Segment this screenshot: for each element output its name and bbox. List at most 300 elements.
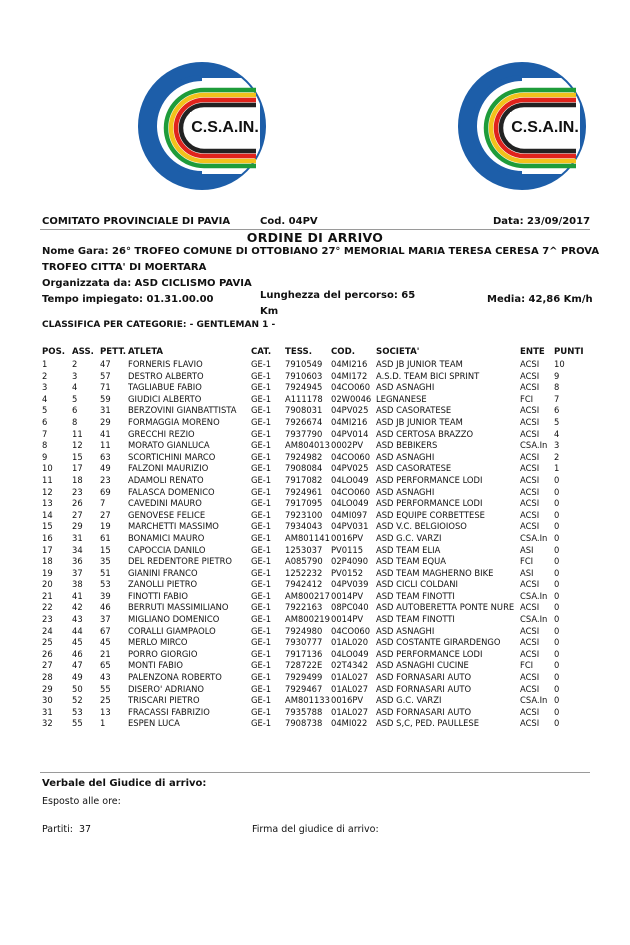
cell-tess: AM801133 xyxy=(285,695,330,706)
cell-points: 0 xyxy=(554,498,560,509)
cell-points: 0 xyxy=(554,660,560,671)
route-length: Lunghezza del percorso: 65 xyxy=(260,290,416,301)
cell-points: 8 xyxy=(554,382,560,393)
cell-cod: 0002PV xyxy=(331,440,364,451)
cell-ente: ACSI xyxy=(520,521,540,532)
cell-ente: ACSI xyxy=(520,625,540,636)
cell-points: 7 xyxy=(554,393,560,404)
date-label: Data: 23/09/2017 xyxy=(493,216,591,227)
cell-tess: 7923100 xyxy=(285,509,323,520)
cell-pos: 27 xyxy=(42,660,53,671)
cell-athlete: GRECCHI REZIO xyxy=(128,428,195,439)
table-body xyxy=(42,359,594,730)
table-row xyxy=(42,521,594,533)
cell-pos: 8 xyxy=(42,440,48,451)
cell-cat: GE-1 xyxy=(251,683,272,694)
cell-pos: 25 xyxy=(42,637,53,648)
cell-pett: 71 xyxy=(100,382,111,393)
cell-pett: 45 xyxy=(100,637,111,648)
committee-label: COMITATO PROVINCIALE DI PAVIA xyxy=(42,216,231,227)
cell-tess: 7924961 xyxy=(285,486,323,497)
cell-society: ASD ASNAGHI xyxy=(376,486,435,497)
cell-pett: 57 xyxy=(100,370,111,381)
col-points-header: PUNTI xyxy=(554,347,584,357)
results-table xyxy=(42,345,594,730)
cell-points: 0 xyxy=(554,695,560,706)
judge-title: Verbale del Giudice di arrivo: xyxy=(42,778,207,789)
col-tess-header: TESS. xyxy=(285,347,312,357)
cell-society: ASD PERFORMANCE LODI xyxy=(376,498,483,509)
cell-pett: 19 xyxy=(100,521,111,532)
cell-cod: 04CO060 xyxy=(331,382,371,393)
cell-ass: 43 xyxy=(72,614,83,625)
cell-cod: 04CO060 xyxy=(331,486,371,497)
cell-athlete: DISERO' ADRIANO xyxy=(128,683,204,694)
cell-cat: GE-1 xyxy=(251,718,272,729)
cell-cat: GE-1 xyxy=(251,382,272,393)
cell-pos: 28 xyxy=(42,672,53,683)
cell-cod: 0016PV xyxy=(331,532,364,543)
cell-pos: 29 xyxy=(42,683,53,694)
table-row xyxy=(42,556,594,568)
table-row xyxy=(42,637,594,649)
cell-society: ASD TEAM MAGHERNO BIKE xyxy=(376,567,494,578)
cell-ente: ASI xyxy=(520,567,534,578)
csain-logo-right xyxy=(458,62,586,190)
cell-cod: 01AL027 xyxy=(331,706,369,717)
col-pos-header: POS. xyxy=(42,347,66,357)
cell-pett: 55 xyxy=(100,683,111,694)
cell-pett: 63 xyxy=(100,451,111,462)
cell-society: LEGNANESE xyxy=(376,393,427,404)
cell-athlete: PORRO GIORGIO xyxy=(128,648,198,659)
cell-ass: 3 xyxy=(72,370,78,381)
started-count: Partiti: 37 xyxy=(42,824,92,835)
table-row xyxy=(42,614,594,626)
cell-pett: 35 xyxy=(100,556,111,567)
cell-ente: FCI xyxy=(520,660,534,671)
cell-pos: 24 xyxy=(42,625,53,636)
cell-ente: ACSI xyxy=(520,718,540,729)
cell-ass: 12 xyxy=(72,440,83,451)
cell-ente: ACSI xyxy=(520,416,540,427)
judge-signature-label: Firma del giudice di arrivo: xyxy=(252,824,379,835)
cell-ente: FCI xyxy=(520,556,534,567)
cell-society: ASD G.C. VARZI xyxy=(376,695,442,706)
cell-pett: 25 xyxy=(100,695,111,706)
cell-ente: ACSI xyxy=(520,428,540,439)
cell-cat: GE-1 xyxy=(251,556,272,567)
cell-ente: ACSI xyxy=(520,602,540,613)
cell-athlete: ESPEN LUCA xyxy=(128,718,180,729)
cell-society: ASD FORNASARI AUTO xyxy=(376,683,472,694)
cell-points: 0 xyxy=(554,718,560,729)
cell-society: ASD FORNASARI AUTO xyxy=(376,706,472,717)
cell-ass: 50 xyxy=(72,683,83,694)
cell-cat: GE-1 xyxy=(251,428,272,439)
table-row xyxy=(42,405,594,417)
logo-text: C.S.A.IN. xyxy=(511,119,579,136)
cell-tess: AM800219 xyxy=(285,614,330,625)
cell-cod: PV0152 xyxy=(331,567,364,578)
cell-ass: 5 xyxy=(72,393,78,404)
cell-cat: GE-1 xyxy=(251,614,272,625)
cell-cod: 04PV039 xyxy=(331,579,369,590)
cell-pos: 10 xyxy=(42,463,53,474)
cell-ass: 8 xyxy=(72,416,78,427)
cell-points: 0 xyxy=(554,672,560,683)
cell-athlete: FORMAGGIA MORENO xyxy=(128,416,220,427)
cell-athlete: CORALLI GIAMPAOLO xyxy=(128,625,216,636)
cell-athlete: MONTI FABIO xyxy=(128,660,183,671)
cell-ente: ACSI xyxy=(520,648,540,659)
cell-pos: 17 xyxy=(42,544,53,555)
cell-points: 4 xyxy=(554,428,560,439)
cell-ente: ACSI xyxy=(520,683,540,694)
cell-ass: 27 xyxy=(72,509,83,520)
cell-ente: ACSI xyxy=(520,509,540,520)
cell-society: ASD G.C. VARZI xyxy=(376,532,442,543)
cell-pett: 59 xyxy=(100,393,111,404)
cell-tess: A111178 xyxy=(285,393,323,404)
time-taken: Tempo impiegato: 01.31.00.00 xyxy=(42,294,214,305)
cell-pett: 67 xyxy=(100,625,111,636)
cell-cod: 04MI216 xyxy=(331,416,368,427)
cell-tess: 7910603 xyxy=(285,370,323,381)
cell-pett: 29 xyxy=(100,416,111,427)
cell-cat: GE-1 xyxy=(251,463,272,474)
cell-society: ASD FORNASARI AUTO xyxy=(376,672,472,683)
cell-ass: 4 xyxy=(72,382,78,393)
cell-cat: GE-1 xyxy=(251,370,272,381)
table-row xyxy=(42,579,594,591)
cell-pett: 21 xyxy=(100,648,111,659)
cell-points: 2 xyxy=(554,451,560,462)
cell-pett: 49 xyxy=(100,463,111,474)
table-row xyxy=(42,695,594,707)
cell-pos: 23 xyxy=(42,614,53,625)
cell-athlete: TAGLIABUE FABIO xyxy=(128,382,202,393)
race-name-2: TROFEO CITTA' DI MOERTARA xyxy=(42,262,207,273)
cell-ass: 26 xyxy=(72,498,83,509)
cell-society: ASD ASNAGHI xyxy=(376,451,435,462)
cell-pett: 27 xyxy=(100,509,111,520)
cell-points: 0 xyxy=(554,683,560,694)
cell-pos: 14 xyxy=(42,509,53,520)
cell-pos: 19 xyxy=(42,567,53,578)
page-title: ORDINE DI ARRIVO xyxy=(246,230,384,245)
table-row xyxy=(42,498,594,510)
cell-ass: 36 xyxy=(72,556,83,567)
cell-athlete: FALZONI MAURIZIO xyxy=(128,463,209,474)
cell-points: 0 xyxy=(554,567,560,578)
table-row xyxy=(42,371,594,383)
race-name: Nome Gara: 26° TROFEO COMUNE DI OTTOBIANO 27° MEMORIAL MARIA TERESA CERESA 7^ PROVA xyxy=(42,246,600,257)
cell-tess: 7917136 xyxy=(285,648,323,659)
cell-tess: 1252232 xyxy=(285,567,323,578)
cell-points: 1 xyxy=(554,463,560,474)
cell-pett: 41 xyxy=(100,428,111,439)
cell-ass: 55 xyxy=(72,718,83,729)
cell-ente: CSA.In xyxy=(520,695,548,706)
cell-athlete: GIUDICI ALBERTO xyxy=(128,393,202,404)
cell-athlete: BERRUTI MASSIMILIANO xyxy=(128,602,229,613)
cell-ente: ASI xyxy=(520,544,534,555)
cell-pett: 7 xyxy=(100,498,106,509)
cell-ass: 29 xyxy=(72,521,83,532)
cell-ass: 18 xyxy=(72,474,83,485)
cell-points: 0 xyxy=(554,579,560,590)
cell-points: 5 xyxy=(554,416,560,427)
cell-pett: 43 xyxy=(100,672,111,683)
cell-society: ASD TEAM EQUA xyxy=(376,556,446,567)
table-row xyxy=(42,475,594,487)
cell-cod: 04LO049 xyxy=(331,474,369,485)
cell-pos: 2 xyxy=(42,370,48,381)
cell-society: ASD TEAM FINOTTI xyxy=(376,590,455,601)
cell-cod: PV0115 xyxy=(331,544,364,555)
cell-pos: 30 xyxy=(42,695,53,706)
cell-ente: ACSI xyxy=(520,579,540,590)
table-header xyxy=(42,345,594,359)
cell-tess: A085790 xyxy=(285,556,323,567)
cell-points: 0 xyxy=(554,509,560,520)
cell-ass: 11 xyxy=(72,428,83,439)
cell-society: ASD AUTOBERETTA PONTE NURE xyxy=(376,602,515,613)
table-row xyxy=(42,417,594,429)
cell-points: 0 xyxy=(554,614,560,625)
exposed-time-label: Esposto alle ore: xyxy=(42,796,121,807)
cell-cod: 01AL027 xyxy=(331,683,369,694)
cell-ass: 6 xyxy=(72,405,78,416)
cell-society: ASD BEBIKERS xyxy=(376,440,438,451)
cell-pos: 13 xyxy=(42,498,53,509)
cell-society: ASD EQUIPE CORBETTESE xyxy=(376,509,485,520)
cell-society: ASD CASORATESE xyxy=(376,405,452,416)
table-row xyxy=(42,591,594,603)
cell-tess: 1253037 xyxy=(285,544,323,555)
cell-points: 0 xyxy=(554,544,560,555)
cell-cat: GE-1 xyxy=(251,648,272,659)
cell-cat: GE-1 xyxy=(251,393,272,404)
cell-pett: 65 xyxy=(100,660,111,671)
cell-pett: 61 xyxy=(100,532,111,543)
cell-tess: 7924980 xyxy=(285,625,323,636)
cell-points: 0 xyxy=(554,521,560,532)
table-row xyxy=(42,394,594,406)
cell-pett: 39 xyxy=(100,590,111,601)
cell-society: ASD JB JUNIOR TEAM xyxy=(376,359,463,369)
cell-ass: 42 xyxy=(72,602,83,613)
cell-ente: ACSI xyxy=(520,672,540,683)
cell-tess: 7926674 xyxy=(285,416,323,427)
cell-society: A.S.D. TEAM BICI SPRINT xyxy=(376,370,480,381)
cell-tess: 7917082 xyxy=(285,474,323,485)
cell-pos: 3 xyxy=(42,382,48,393)
table-row xyxy=(42,660,594,672)
cell-points: 10 xyxy=(554,359,565,369)
cell-pett: 53 xyxy=(100,579,111,590)
logo-text: C.S.A.IN. xyxy=(191,119,259,136)
cell-cat: GE-1 xyxy=(251,544,272,555)
cell-athlete: GENOVESE FELICE xyxy=(128,509,206,520)
cell-pett: 46 xyxy=(100,602,111,613)
table-row xyxy=(42,718,594,730)
cell-pett: 37 xyxy=(100,614,111,625)
cell-cat: GE-1 xyxy=(251,405,272,416)
cell-cat: GE-1 xyxy=(251,590,272,601)
cell-tess: 7942412 xyxy=(285,579,323,590)
cell-athlete: PALENZONA ROBERTO xyxy=(128,672,222,683)
cell-society: ASD TEAM FINOTTI xyxy=(376,614,455,625)
cell-pett: 69 xyxy=(100,486,111,497)
cell-cod: 0014PV xyxy=(331,590,364,601)
cell-ass: 37 xyxy=(72,567,83,578)
cell-cod: 04LO049 xyxy=(331,498,369,509)
cell-cat: GE-1 xyxy=(251,509,272,520)
cell-ente: ACSI xyxy=(520,451,540,462)
cell-cod: 04CO060 xyxy=(331,451,371,462)
cell-athlete: FRACASSI FABRIZIO xyxy=(128,706,210,717)
cell-ass: 23 xyxy=(72,486,83,497)
cell-tess: 7937790 xyxy=(285,428,323,439)
cell-tess: 7935788 xyxy=(285,706,323,717)
cell-cat: GE-1 xyxy=(251,695,272,706)
cell-society: ASD TEAM ELIA xyxy=(376,544,441,555)
cell-points: 6 xyxy=(554,405,560,416)
cell-ass: 45 xyxy=(72,637,83,648)
cell-ass: 38 xyxy=(72,579,83,590)
cell-ass: 44 xyxy=(72,625,83,636)
col-cat-header: CAT. xyxy=(251,347,272,357)
cell-cat: GE-1 xyxy=(251,486,272,497)
cell-points: 0 xyxy=(554,486,560,497)
cell-tess: AM800217 xyxy=(285,590,330,601)
cell-cod: 02T4342 xyxy=(331,660,369,671)
cell-cod: 04PV025 xyxy=(331,405,369,416)
col-athlete-header: ATLETA xyxy=(128,347,164,357)
cell-ente: ACSI xyxy=(520,637,540,648)
table-row xyxy=(42,510,594,522)
cell-cat: GE-1 xyxy=(251,706,272,717)
col-cod-header: COD. xyxy=(331,347,356,357)
cell-ente: ACSI xyxy=(520,498,540,509)
cell-cod: 04LO049 xyxy=(331,648,369,659)
cell-society: ASD CICLI COLDANI xyxy=(376,579,458,590)
cell-tess: 7922163 xyxy=(285,602,323,613)
table-row xyxy=(42,672,594,684)
cell-ente: ACSI xyxy=(520,359,540,369)
cell-ente: ACSI xyxy=(520,370,540,381)
cell-athlete: ADAMOLI RENATO xyxy=(128,474,204,485)
cell-tess: 7917095 xyxy=(285,498,323,509)
cell-cod: 04MI216 xyxy=(331,359,368,369)
cell-ass: 47 xyxy=(72,660,83,671)
cell-cod: 02P4090 xyxy=(331,556,369,567)
cell-athlete: BERZOVINI GIANBATTISTA xyxy=(128,405,237,416)
cell-athlete: DESTRO ALBERTO xyxy=(128,370,204,381)
cell-cat: GE-1 xyxy=(251,416,272,427)
cell-tess: 7929499 xyxy=(285,672,323,683)
cell-ente: CSA.In xyxy=(520,590,548,601)
cell-ass: 52 xyxy=(72,695,83,706)
cell-athlete: ZANOLLI PIETRO xyxy=(128,579,198,590)
organizer: Organizzata da: ASD CICLISMO PAVIA xyxy=(42,278,252,289)
cell-ente: ACSI xyxy=(520,405,540,416)
cell-pos: 32 xyxy=(42,718,53,729)
cell-athlete: MERLO MIRCO xyxy=(128,637,188,648)
cell-cat: GE-1 xyxy=(251,602,272,613)
cell-tess: AM804013 xyxy=(285,440,330,451)
cell-athlete: CAVEDINI MAURO xyxy=(128,498,202,509)
cell-tess: 7908084 xyxy=(285,463,323,474)
cell-pos: 21 xyxy=(42,590,53,601)
cell-pett: 15 xyxy=(100,544,111,555)
cell-pos: 6 xyxy=(42,416,48,427)
cell-cat: GE-1 xyxy=(251,498,272,509)
table-row xyxy=(42,452,594,464)
cell-cod: 0016PV xyxy=(331,695,364,706)
cell-society: ASD ASNAGHI xyxy=(376,382,435,393)
cell-athlete: GIANINI FRANCO xyxy=(128,567,198,578)
cell-pos: 4 xyxy=(42,393,48,404)
cell-tess: 7908031 xyxy=(285,405,323,416)
cell-ass: 46 xyxy=(72,648,83,659)
cell-pos: 26 xyxy=(42,648,53,659)
cell-pos: 12 xyxy=(42,486,53,497)
cell-ente: ACSI xyxy=(520,474,540,485)
cell-points: 0 xyxy=(554,590,560,601)
cell-society: ASD CASORATESE xyxy=(376,463,452,474)
cell-ass: 17 xyxy=(72,463,83,474)
table-row xyxy=(42,382,594,394)
table-row xyxy=(42,684,594,696)
cell-pos: 1 xyxy=(42,359,48,369)
cell-athlete: FALASCA DOMENICO xyxy=(128,486,215,497)
cell-cat: GE-1 xyxy=(251,474,272,485)
cell-cod: 04MI172 xyxy=(331,370,368,381)
cell-points: 0 xyxy=(554,474,560,485)
cell-pos: 16 xyxy=(42,532,53,543)
cell-points: 0 xyxy=(554,637,560,648)
cell-tess: 7929467 xyxy=(285,683,323,694)
cell-pos: 11 xyxy=(42,474,53,485)
cell-pett: 23 xyxy=(100,474,111,485)
table-row xyxy=(42,707,594,719)
cell-society: ASD CERTOSA BRAZZO xyxy=(376,428,474,439)
cell-tess: AM801141 xyxy=(285,532,330,543)
cell-ass: 53 xyxy=(72,706,83,717)
col-ente-header: ENTE xyxy=(520,347,545,357)
cell-ass: 41 xyxy=(72,590,83,601)
table-row xyxy=(42,602,594,614)
code-label: Cod. 04PV xyxy=(260,216,318,227)
cell-cod: 04MI022 xyxy=(331,718,368,729)
cell-pos: 7 xyxy=(42,428,48,439)
cell-athlete: FORNERIS FLAVIO xyxy=(128,359,203,369)
cell-athlete: FINOTTI FABIO xyxy=(128,590,188,601)
cell-cat: GE-1 xyxy=(251,359,272,369)
cell-ass: 49 xyxy=(72,672,83,683)
table-row xyxy=(42,463,594,475)
cell-athlete: DEL REDENTORE PIETRO xyxy=(128,556,233,567)
cell-ente: CSA.In xyxy=(520,614,548,625)
cell-society: ASD COSTANTE GIRARDENGO xyxy=(376,637,501,648)
cell-ente: CSA.In xyxy=(520,440,548,451)
cell-ente: ACSI xyxy=(520,382,540,393)
cell-tess: 7924945 xyxy=(285,382,323,393)
cell-points: 0 xyxy=(554,602,560,613)
